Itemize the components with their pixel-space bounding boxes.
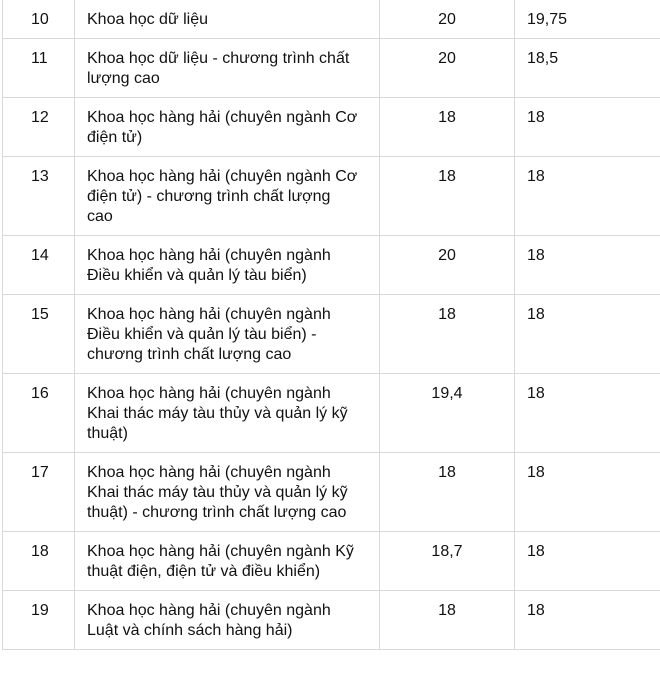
score-column-a: 20 xyxy=(380,0,515,39)
row-number: 13 xyxy=(3,157,75,236)
score-column-b: 18,5 xyxy=(515,39,660,98)
program-name-line: Khoa học hàng hải (chuyên ngành xyxy=(87,306,331,323)
program-name-line: Điều khiển và quản lý tàu biển) xyxy=(87,267,307,284)
table-row xyxy=(3,236,660,295)
score-column-a: 18 xyxy=(380,157,515,236)
score-column-b: 18 xyxy=(515,374,660,453)
table-row xyxy=(3,453,660,532)
score-column-b: 19,75 xyxy=(515,0,660,39)
scores-table-body xyxy=(3,0,660,650)
program-name xyxy=(75,591,380,650)
program-name-line: Khoa học hàng hải (chuyên ngành Kỹ xyxy=(87,543,354,560)
score-column-b: 18 xyxy=(515,236,660,295)
row-number: 14 xyxy=(3,236,75,295)
table-row xyxy=(3,98,660,157)
row-number: 18 xyxy=(3,532,75,591)
table-row xyxy=(3,591,660,650)
score-column-b: 18 xyxy=(515,98,660,157)
program-name-line: thuật) - chương trình chất lượng cao xyxy=(87,504,347,521)
score-column-a: 18 xyxy=(380,591,515,650)
program-name-line: Khoa học hàng hải (chuyên ngành Cơ xyxy=(87,168,358,185)
row-number: 10 xyxy=(3,0,75,39)
table-row xyxy=(3,0,660,39)
program-name xyxy=(75,98,380,157)
program-name-line: Khoa học hàng hải (chuyên ngành xyxy=(87,464,331,481)
score-column-b: 18 xyxy=(515,157,660,236)
table-row xyxy=(3,532,660,591)
program-name xyxy=(75,532,380,591)
program-name xyxy=(75,157,380,236)
program-name-line: chương trình chất lượng cao xyxy=(87,346,292,363)
program-name-line: Luật và chính sách hàng hải) xyxy=(87,622,293,639)
score-column-b: 18 xyxy=(515,532,660,591)
program-name-line: Khoa học dữ liệu - chương trình chất xyxy=(87,50,350,67)
program-name xyxy=(75,453,380,532)
program-name-line: điện tử) xyxy=(87,129,143,146)
score-column-b: 18 xyxy=(515,453,660,532)
program-name-line: thuật) xyxy=(87,425,128,442)
score-column-a: 20 xyxy=(380,236,515,295)
row-number: 15 xyxy=(3,295,75,374)
table-row xyxy=(3,295,660,374)
table-row xyxy=(3,39,660,98)
program-name xyxy=(75,295,380,374)
row-number: 16 xyxy=(3,374,75,453)
score-column-a: 18 xyxy=(380,453,515,532)
program-name-line: thuật điện, điện tử và điều khiển) xyxy=(87,563,321,580)
score-column-a: 18,7 xyxy=(380,532,515,591)
scores-table xyxy=(2,0,660,650)
program-name-line: lượng cao xyxy=(87,70,160,87)
score-column-a: 18 xyxy=(380,98,515,157)
program-name-line: Điều khiển và quản lý tàu biển) - xyxy=(87,326,317,343)
row-number: 19 xyxy=(3,591,75,650)
program-name-line: Khai thác máy tàu thủy và quản lý kỹ xyxy=(87,484,348,501)
score-column-a: 19,4 xyxy=(380,374,515,453)
program-name-line: Khoa học hàng hải (chuyên ngành Cơ xyxy=(87,109,358,126)
score-column-b: 18 xyxy=(515,295,660,374)
row-number: 11 xyxy=(3,39,75,98)
table-row xyxy=(3,374,660,453)
program-name-line: điện tử) - chương trình chất lượng xyxy=(87,188,331,205)
program-name-line: cao xyxy=(87,208,113,225)
program-name-line: Khoa học hàng hải (chuyên ngành xyxy=(87,247,331,264)
program-name xyxy=(75,0,380,39)
program-name-line: Khoa học hàng hải (chuyên ngành xyxy=(87,602,331,619)
program-name xyxy=(75,236,380,295)
program-name-line: Khoa học dữ liệu xyxy=(87,11,209,28)
program-name-line: Khoa học hàng hải (chuyên ngành xyxy=(87,385,331,402)
program-name-line: Khai thác máy tàu thủy và quản lý kỹ xyxy=(87,405,348,422)
row-number: 17 xyxy=(3,453,75,532)
row-number: 12 xyxy=(3,98,75,157)
score-column-b: 18 xyxy=(515,591,660,650)
table-row xyxy=(3,157,660,236)
score-column-a: 18 xyxy=(380,295,515,374)
score-column-a: 20 xyxy=(380,39,515,98)
program-name xyxy=(75,39,380,98)
program-name xyxy=(75,374,380,453)
